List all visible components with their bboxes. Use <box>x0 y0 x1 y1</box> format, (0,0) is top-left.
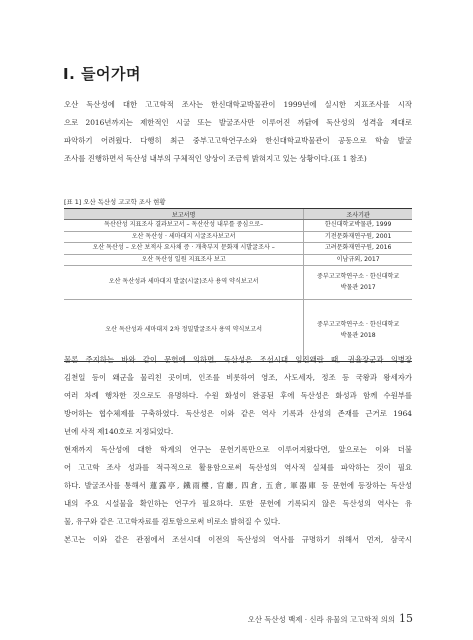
paragraph-scope <box>64 531 412 549</box>
section-heading: Ⅰ. 들어가며 <box>63 65 141 83</box>
report-title-cell: 오산 독산성 일원 지표조사 보고 <box>64 254 304 266</box>
table-header-row <box>64 209 412 220</box>
report-title-cell: 오산 독산성과 세마대지 2차 정밀발굴조사 용역 약식보고서 <box>64 300 304 362</box>
text-line: 현재까지 독산성에 대한 학계의 연구는 문헌기록만으로 이루어져왔다면, 앞으로는 이와 더불 <box>64 445 412 454</box>
paragraph-history <box>64 351 412 441</box>
text-line: 파악하기 어려웠다. 다행히 최근 중부고고학연구소와 한신대학교박물관이 공동으로 학술 발굴 <box>64 136 412 145</box>
institution-cell <box>304 266 412 300</box>
column-header-institution: 조사기관 <box>304 209 412 220</box>
page-footer <box>248 612 413 625</box>
table-row <box>64 243 412 255</box>
running-title: 오산 독산성 백제 · 신라 유물의 고고학적 의의 <box>247 615 395 624</box>
text-line: 하다. 발굴조사를 통해서 蓮露亭, 鐵雨樓, 官廳, 四倉, 五倉, 軍器庫 등 문헌에 등장하는 독산성 <box>64 481 412 490</box>
institution-line: 박물관 2018 <box>340 331 376 339</box>
report-title-cell: 오산 독산성 – 오산 보적사 요사채 증 · 개축부지 문화재 시발굴조사 – <box>64 243 304 255</box>
survey-table <box>64 208 412 362</box>
paragraph-research <box>64 441 412 531</box>
report-title-cell: 독산산성 지표조사 결과보고서 – 독산산성 내부를 중심으로– <box>64 220 304 232</box>
page-number: 15 <box>399 612 413 625</box>
text-line: 본고는 이와 같은 관점에서 조선시대 이전의 독산성의 역사를 규명하기 위해서 먼저, 삼국시 <box>64 535 412 544</box>
text-line: 방어하는 협수체제를 구축하였다. 독산성은 이와 같은 역사 기록과 산성의 존재를 근거로 1964 <box>64 409 412 418</box>
text-line: 년에 사적 제140호로 지정되었다. <box>64 427 174 436</box>
table-row <box>64 254 412 266</box>
report-title-cell: 오산 독산성 · 세마대지 시굴조사보고서 <box>64 231 304 243</box>
table-row <box>64 231 412 243</box>
institution-cell: 기전문화재연구원, 2001 <box>304 231 412 243</box>
report-title-cell: 오산 독산성과 세마대지 발굴(시굴)조사 용역 약식보고서 <box>64 266 304 300</box>
text-line: 오산 독산성에 대한 고고학적 조사는 한신대학교박물관이 1999년에 실시한 지표조사를 시작 <box>64 100 412 109</box>
institution-cell: 이남규외, 2017 <box>304 254 412 266</box>
institution-line: 중부고고학연구소 · 한신대학교 <box>316 321 400 328</box>
text-line: 김천일 등이 왜군을 물리친 곳이며, 인조를 비롯하여 영조, 사도세자, 정조 등 국왕과 왕세자가 <box>64 373 412 382</box>
institution-line: 박물관 2017 <box>340 283 376 291</box>
table-caption: [표 1] 오산 독산성 고고학 조사 현황 <box>64 198 166 206</box>
text-line: 조사를 진행하면서 독산성 내부의 구체적인 양상이 조금씩 밝혀지고 있는 상황이다.(표 1 참조) <box>64 154 367 163</box>
institution-cell: 고려문화재연구원, 2016 <box>304 243 412 255</box>
paragraph-intro <box>64 96 412 168</box>
table-row <box>64 220 412 232</box>
text-line: 여러 차례 행차한 것으로도 유명하다. 수원 화성이 완공된 후에 독산성은 화성과 함께 수원부를 <box>64 391 412 400</box>
text-line: 물론 주지하는 바와 같이 문헌에 의하면, 독산성은 조선시대 임진왜란 때, 권율장군과 의병장 <box>64 355 412 364</box>
text-line: 으로 2016년까지는 제한적인 시굴 또는 발굴조사만 이루어진 까닭에 독산성의 성격을 제대로 <box>64 118 412 127</box>
institution-line: 중부고고학연구소 · 한신대학교 <box>316 273 400 280</box>
column-header-report: 보고서명 <box>64 209 304 220</box>
text-line: 어 고고학 조사 성과를 적극적으로 활용함으로써 독산성의 역사적 실체를 파악하는 것이 필요 <box>64 463 412 472</box>
text-line: 내의 주요 시설물을 확인하는 연구가 필요하다. 또한 문헌에 기록되지 않은 독산성의 역사는 유 <box>64 499 412 508</box>
institution-cell: 한신대학교박물관, 1999 <box>304 220 412 232</box>
table-row <box>64 266 412 300</box>
text-line: 물, 유구와 같은 고고학자료를 검토함으로써 비로소 밝혀질 수 있다. <box>64 517 281 526</box>
